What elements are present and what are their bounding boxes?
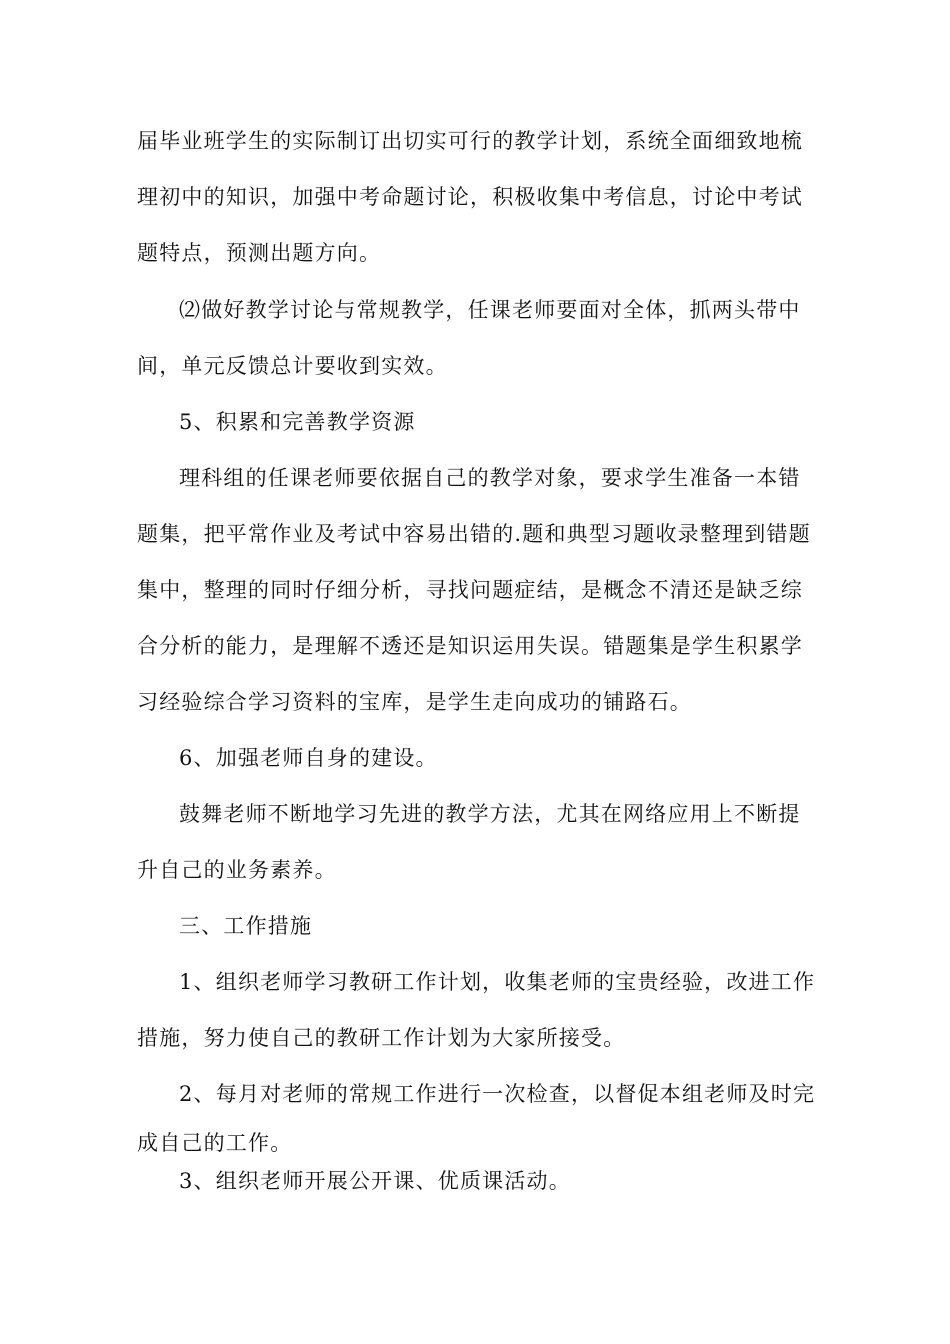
section-heading: 三、工作措施	[179, 914, 313, 938]
paragraph-line: 理科组的任课老师要依据自己的教学对象，要求学生准备一本错	[179, 466, 801, 490]
paragraph-line: 措施，努力使自己的教研工作计划为大家所接受。	[137, 1026, 626, 1050]
paragraph-line: 3、组织老师开展公开课、优质课活动。	[179, 1169, 571, 1193]
paragraph-line: 题特点，预测出题方向。	[137, 241, 382, 265]
paragraph-line: 成自己的工作。	[137, 1131, 293, 1155]
paragraph-line: 集中，整理的同时仔细分析，寻找问题症结，是概念不清还是缺乏综	[137, 578, 803, 602]
paragraph-line: 理初中的知识，加强中考命题讨论，积极收集中考信息，讨论中考试	[137, 185, 803, 209]
paragraph-line: 间，单元反馈总计要收到实效。	[137, 354, 448, 378]
paragraph-line: 1、组织老师学习教研工作计划，收集老师的宝贵经验，改进工作	[179, 970, 816, 994]
paragraph-line: 鼓舞老师不断地学习先进的教学方法，尤其在网络应用上不断提	[179, 802, 801, 826]
paragraph-line: 届毕业班学生的实际制订出切实可行的教学计划，系统全面细致地梳	[137, 129, 803, 153]
paragraph-line: 升自己的业务素养。	[137, 858, 337, 882]
section-heading: 6、加强老师自身的建设。	[179, 746, 438, 770]
section-heading: 5、积累和完善教学资源	[179, 410, 416, 434]
paragraph-line: 习经验综合学习资料的宝库，是学生走向成功的铺路石。	[137, 690, 692, 714]
paragraph-line: ⑵做好教学讨论与常规教学，任课老师要面对全体，抓两头带中	[179, 298, 801, 322]
paragraph-line: 合分析的能力，是理解不透还是知识运用失误。错题集是学生积累学	[137, 634, 803, 658]
paragraph-line: 题集，把平常作业及考试中容易出错的.题和典型习题收录整理到错题	[137, 522, 811, 546]
paragraph-line: 2、每月对老师的常规工作进行一次检查，以督促本组老师及时完	[179, 1082, 816, 1106]
